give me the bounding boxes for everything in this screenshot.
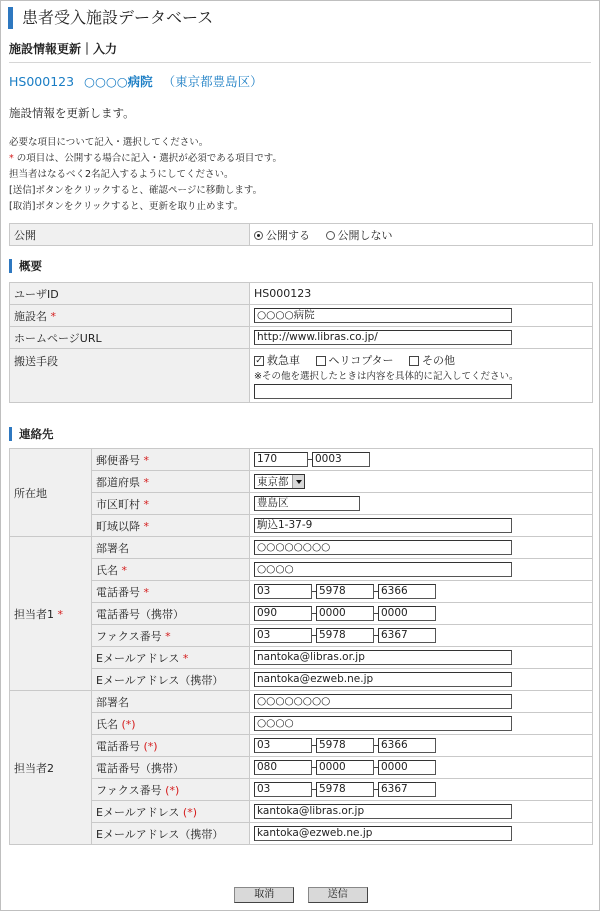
person1-email-input[interactable]: nantoka@libras.or.jp bbox=[254, 650, 512, 665]
label-text: 市区町村 bbox=[96, 497, 140, 511]
publish-option-public[interactable] bbox=[254, 229, 310, 242]
facility-summary bbox=[9, 72, 263, 90]
overview-table bbox=[9, 282, 593, 403]
option-label: ヘリコプター bbox=[328, 354, 394, 367]
person2-mobile-cell bbox=[250, 757, 593, 779]
label-text: 施設名 bbox=[14, 309, 47, 323]
person2-fax-1-input[interactable]: 03 bbox=[254, 782, 312, 797]
label-text: ファクス番号 bbox=[96, 629, 162, 643]
required-mark: * bbox=[143, 585, 149, 599]
person2-phone-cell bbox=[250, 735, 593, 757]
prefecture-label bbox=[92, 471, 250, 493]
street-cell bbox=[250, 515, 593, 537]
city-input[interactable]: 豊島区 bbox=[254, 496, 360, 511]
option-label: 公開する bbox=[266, 228, 310, 242]
person2-mobile-1-input[interactable]: 080 bbox=[254, 760, 312, 775]
person2-group-label: 担当者2 bbox=[10, 691, 92, 845]
person1-mobile-label: 電話番号（携帯） bbox=[92, 603, 250, 625]
transport-cell bbox=[250, 349, 593, 403]
section-overview-heading: 概要 bbox=[9, 259, 42, 273]
person2-dept-cell bbox=[250, 691, 593, 713]
transport-ambulance-option[interactable] bbox=[254, 354, 300, 367]
postal-code-1-input[interactable]: 170 bbox=[254, 452, 308, 467]
facility-location: （東京都豊島区） bbox=[162, 74, 263, 89]
person2-mobile-email-input[interactable]: kantoka@ezweb.ne.jp bbox=[254, 826, 512, 841]
facility-name-label bbox=[10, 305, 250, 327]
required-mark: * bbox=[50, 309, 56, 323]
label-text: 郵便番号 bbox=[96, 453, 140, 467]
label-text: 電話番号 bbox=[96, 739, 140, 753]
person1-name-input[interactable]: ○○○○ bbox=[254, 562, 512, 577]
publish-table bbox=[9, 223, 593, 246]
person1-name-label bbox=[92, 559, 250, 581]
transport-options bbox=[254, 352, 588, 368]
person2-email-cell bbox=[250, 801, 593, 823]
street-label bbox=[92, 515, 250, 537]
instruction-line: 必要な項目について記入・選択してください。 bbox=[9, 137, 209, 148]
person2-phone-1-input[interactable]: 03 bbox=[254, 738, 312, 753]
form-actions bbox=[1, 887, 600, 903]
chevron-down-icon[interactable] bbox=[292, 475, 304, 488]
person1-mobile-3-input[interactable]: 0000 bbox=[378, 606, 436, 621]
person2-mobile-email-cell bbox=[250, 823, 593, 845]
required-mark: * bbox=[143, 497, 149, 511]
person2-phone-3-input[interactable]: 6366 bbox=[378, 738, 436, 753]
select-value: 東京都 bbox=[257, 476, 289, 488]
homepage-label: ホームページURL bbox=[10, 327, 250, 349]
label-text: Eメールアドレス bbox=[96, 805, 180, 819]
required-mark: * bbox=[165, 629, 171, 643]
person1-fax-cell bbox=[250, 625, 593, 647]
facility-name-input[interactable]: ○○○○病院 bbox=[254, 308, 512, 323]
person2-phone-label bbox=[92, 735, 250, 757]
person1-email-cell bbox=[250, 647, 593, 669]
instruction-text: の項目は、公開する場合に記入・選択が必須である項目です。 bbox=[16, 153, 283, 164]
person1-phone-3-input[interactable]: 6366 bbox=[378, 584, 436, 599]
person1-phone-1-input[interactable]: 03 bbox=[254, 584, 312, 599]
person2-mobile-label: 電話番号（携帯） bbox=[92, 757, 250, 779]
label-text: 氏名 bbox=[96, 717, 118, 731]
publish-label: 公開 bbox=[10, 224, 250, 246]
city-cell bbox=[250, 493, 593, 515]
person1-fax-1-input[interactable]: 03 bbox=[254, 628, 312, 643]
person1-phone-cell bbox=[250, 581, 593, 603]
required-mark: * bbox=[121, 563, 127, 577]
page-subtitle: 施設情報更新｜入力 bbox=[9, 42, 118, 56]
label-text: ファクス番号 bbox=[96, 783, 162, 797]
checkbox-checked-icon[interactable]: ✓ bbox=[255, 356, 263, 366]
radio-icon[interactable] bbox=[326, 231, 335, 240]
person2-name-input[interactable]: ○○○○ bbox=[254, 716, 512, 731]
person1-dept-label: 部署名 bbox=[92, 537, 250, 559]
intro-text: 施設情報を更新します。 bbox=[9, 106, 135, 120]
address-group-label: 所在地 bbox=[10, 449, 92, 537]
person1-fax-label bbox=[92, 625, 250, 647]
person1-fax-2-input[interactable]: 5978 bbox=[316, 628, 374, 643]
instruction-line: [取消]ボタンをクリックすると、更新を取り止めます。 bbox=[9, 201, 244, 212]
person2-fax-2-input[interactable]: 5978 bbox=[316, 782, 374, 797]
person1-dept-cell bbox=[250, 537, 593, 559]
person2-mobile-2-input[interactable]: 0000 bbox=[316, 760, 374, 775]
transport-label: 搬送手段 bbox=[10, 349, 250, 403]
person2-name-cell bbox=[250, 713, 593, 735]
facility-id: HS000123 bbox=[9, 74, 75, 89]
label-text: 都道府県 bbox=[96, 475, 140, 489]
label-text: Eメールアドレス bbox=[96, 651, 180, 665]
option-label: 救急車 bbox=[267, 354, 300, 367]
page-title: 患者受入施設データベース bbox=[8, 7, 213, 29]
person1-mobile-email-cell bbox=[250, 669, 593, 691]
radio-selected-icon[interactable] bbox=[254, 231, 263, 240]
person1-mobile-1-input[interactable]: 090 bbox=[254, 606, 312, 621]
required-mark: * bbox=[182, 651, 189, 665]
postal-label bbox=[92, 449, 250, 471]
contact-table bbox=[9, 448, 593, 845]
person2-fax-cell bbox=[250, 779, 593, 801]
street-input[interactable]: 駒込1-37-9 bbox=[254, 518, 512, 533]
user-id-label: ユーザID bbox=[10, 283, 250, 305]
homepage-url-input[interactable]: http://www.libras.co.jp/ bbox=[254, 330, 512, 345]
instruction-line bbox=[9, 151, 282, 167]
person1-phone-2-input[interactable]: 5978 bbox=[316, 584, 374, 599]
label-text: 氏名 bbox=[96, 563, 118, 577]
person2-mobile-email-label: Eメールアドレス（携帯） bbox=[92, 823, 250, 845]
person1-name-cell bbox=[250, 559, 593, 581]
user-id-value: HS000123 bbox=[250, 283, 593, 305]
checkbox-icon[interactable] bbox=[316, 356, 326, 366]
conditional-required-mark: (*) bbox=[121, 717, 136, 731]
person1-phone-label bbox=[92, 581, 250, 603]
option-label: その他 bbox=[422, 354, 456, 367]
person1-mobile-cell bbox=[250, 603, 593, 625]
person1-fax-3-input[interactable]: 6367 bbox=[378, 628, 436, 643]
city-label bbox=[92, 493, 250, 515]
person2-fax-label bbox=[92, 779, 250, 801]
person1-email-label bbox=[92, 647, 250, 669]
transport-note: ※その他を選択したときは内容を具体的に記入してください。 bbox=[254, 371, 519, 382]
person2-dept-label: 部署名 bbox=[92, 691, 250, 713]
person2-phone-2-input[interactable]: 5978 bbox=[316, 738, 374, 753]
person1-group-label bbox=[10, 537, 92, 691]
prefecture-select[interactable] bbox=[254, 474, 305, 489]
prefecture-cell bbox=[250, 471, 593, 493]
cancel-button[interactable]: 取消 bbox=[234, 887, 294, 903]
required-mark: * bbox=[9, 153, 14, 164]
submit-button[interactable]: 送信 bbox=[308, 887, 368, 903]
label-text: 町域以降 bbox=[96, 519, 140, 533]
person2-email-label bbox=[92, 801, 250, 823]
postal-cell bbox=[250, 449, 593, 471]
publish-options bbox=[250, 224, 593, 246]
label-text: 電話番号 bbox=[96, 585, 140, 599]
required-mark: * bbox=[57, 607, 63, 621]
conditional-required-mark: (*) bbox=[182, 805, 197, 819]
option-label: 公開しない bbox=[337, 228, 393, 242]
transport-other-row bbox=[254, 384, 588, 399]
postal-code-2-input[interactable]: 0003 bbox=[312, 452, 370, 467]
person2-dept-input[interactable]: ○○○○○○○○ bbox=[254, 694, 512, 709]
instruction-line: [送信]ボタンをクリックすると、確認ページに移動します。 bbox=[9, 185, 263, 196]
person2-name-label bbox=[92, 713, 250, 735]
person1-dept-input[interactable]: ○○○○○○○○ bbox=[254, 540, 512, 555]
person1-mobile-email-label: Eメールアドレス（携帯） bbox=[92, 669, 250, 691]
person1-mobile-email-input[interactable]: nantoka@ezweb.ne.jp bbox=[254, 672, 512, 687]
transport-helicopter-option[interactable] bbox=[316, 354, 394, 367]
publish-option-private[interactable] bbox=[326, 229, 393, 242]
instructions bbox=[9, 135, 282, 215]
transport-other-option[interactable] bbox=[409, 354, 455, 367]
person2-email-input[interactable]: kantoka@libras.or.jp bbox=[254, 804, 512, 819]
facility-name-cell bbox=[250, 305, 593, 327]
person2-fax-3-input[interactable]: 6367 bbox=[378, 782, 436, 797]
required-mark: * bbox=[143, 519, 149, 533]
conditional-required-mark: (*) bbox=[165, 783, 180, 797]
homepage-cell bbox=[250, 327, 593, 349]
divider bbox=[9, 62, 591, 63]
facility-name: ○○○○病院 bbox=[84, 74, 153, 89]
required-mark: * bbox=[143, 475, 149, 489]
person2-mobile-3-input[interactable]: 0000 bbox=[378, 760, 436, 775]
required-mark: * bbox=[143, 453, 149, 467]
label-text: 担当者1 bbox=[14, 607, 54, 621]
section-contact-heading: 連絡先 bbox=[9, 427, 54, 441]
checkbox-icon[interactable] bbox=[409, 356, 419, 366]
conditional-required-mark: (*) bbox=[143, 739, 158, 753]
instruction-line: 担当者はなるべく2名記入するようにしてください。 bbox=[9, 169, 234, 180]
transport-other-input[interactable] bbox=[254, 384, 512, 399]
person1-mobile-2-input[interactable]: 0000 bbox=[316, 606, 374, 621]
